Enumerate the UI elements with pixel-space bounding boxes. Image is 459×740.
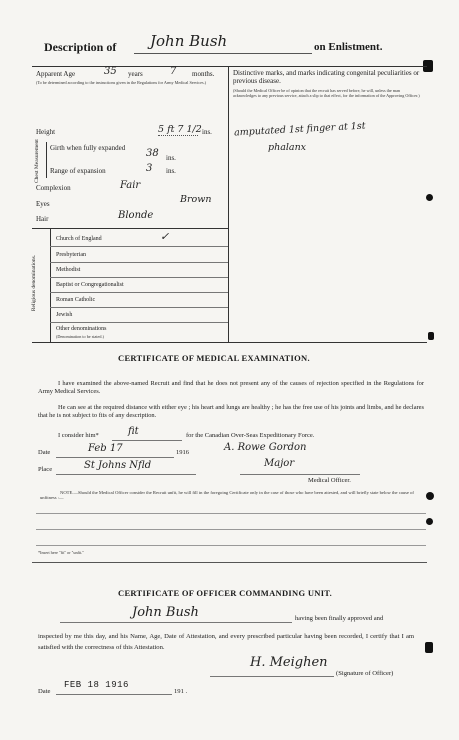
religion-divider (50, 322, 228, 323)
consider-line (112, 440, 182, 441)
girth-value: 38 (146, 148, 159, 159)
religion-divider (50, 262, 228, 263)
commanding-name-value: John Bush (132, 605, 199, 620)
consider-prefix: I consider him* (58, 432, 99, 439)
marks-entry-1: amputated 1st finger at 1st (233, 120, 366, 139)
commanding-date-line (56, 694, 172, 695)
binder-mark-4 (426, 492, 434, 500)
date-line (56, 457, 174, 458)
binder-mark-6 (425, 642, 433, 653)
height-label: Height (36, 128, 56, 136)
religion-item: Methodist (56, 267, 81, 273)
medical-rank: Major (264, 458, 295, 469)
age-footnote: (To be determined according to the instructions given in the Regulations for Army Medical Services.) (36, 80, 207, 85)
religion-other-label: Other denominations (56, 326, 107, 332)
girth-unit: ins. (166, 154, 176, 162)
commanding-year-suffix: 191 . (174, 688, 188, 695)
religion-item: Jewish (56, 312, 73, 318)
medical-officer-line (240, 474, 360, 475)
medical-title: CERTIFICATE OF MEDICAL EXAMINATION. (118, 353, 310, 363)
table-top-border (32, 66, 427, 67)
table-bottom-border (32, 342, 427, 343)
religion-item: Roman Catholic (56, 297, 96, 303)
medical-para-1: I have examined the above-named Recruit and find that he does not present any of the causes of rejection specified in the Regulations for Army Medical Services. (38, 380, 424, 395)
medical-note: NOTE.—Should the Medical Officer consider the Recruit unfit, he will fill in the foregoing Certificate only in the case of those who have been attested, and will briefly state below the cause of unfitness :— (40, 490, 414, 500)
binder-mark-3 (428, 332, 434, 340)
marks-label: Distinctive marks, and marks indicating congenital peculiarities or previous disease. (233, 69, 420, 85)
religion-divider (50, 246, 228, 247)
range-unit: ins. (166, 167, 176, 175)
medical-footnote-star: *Insert here "fit" or "unfit." (38, 550, 85, 555)
place-label: Place (38, 466, 53, 473)
unfitness-line (36, 545, 426, 546)
header-name: John Bush (150, 32, 228, 50)
commanding-date-label: Date (38, 688, 51, 695)
religion-divider (50, 292, 228, 293)
marks-note: (Should the Medical Officer be of opinion that the recruit has served before, he will, unless the man acknowledges to any previous service, attach a slip to that effect, for the information of the Approving Officer.) (233, 88, 420, 98)
religion-item: Church of England (56, 236, 102, 242)
complexion-value: Fair (120, 180, 141, 191)
age-months-label: months. (192, 70, 215, 78)
commanding-signature-line (210, 676, 334, 677)
height-unit: ins. (202, 128, 212, 136)
height-value: 5 ft 7 1/2 (158, 124, 202, 135)
date-value: Feb 17 (88, 443, 123, 454)
commanding-signature: H. Meighen (250, 655, 328, 670)
range-label: Range of expansion (50, 167, 106, 175)
hair-value: Blonde (118, 210, 154, 221)
binder-mark-5 (426, 518, 433, 525)
eyes-value: Brown (180, 194, 212, 205)
religion-item: Baptist or Congregationalist (56, 282, 124, 288)
consider-suffix: for the Canadian Over-Seas Expeditionary Force. (186, 432, 315, 439)
religion-check-mark: ✓ (160, 230, 170, 243)
place-line (56, 474, 196, 475)
place-value: St Johns Nfld (84, 460, 152, 471)
header-suffix: on Enlistment. (314, 41, 383, 53)
binder-mark-2 (426, 194, 433, 201)
age-years-label: years (128, 70, 143, 78)
date-label: Date (38, 449, 51, 456)
section-separator (32, 562, 427, 563)
religion-item: Presbyterian (56, 252, 86, 258)
eyes-label: Eyes (36, 200, 50, 208)
unfitness-line (36, 529, 426, 530)
commanding-line1-suffix: having been finally approved and (295, 615, 384, 622)
medical-signature: A. Rowe Gordon (224, 442, 307, 453)
range-value: 3 (146, 163, 153, 174)
age-label: Apparent Age (36, 70, 76, 78)
commanding-signature-label: (Signature of Officer) (336, 670, 394, 677)
chest-brace (46, 142, 47, 178)
hair-label: Hair (36, 215, 49, 223)
commanding-date-stamp: FEB 18 1916 (64, 680, 129, 690)
religion-side-label: Religious denominations. (31, 254, 37, 312)
consider-value: fit (128, 426, 139, 437)
age-years-value: 35 (104, 66, 117, 77)
chest-side-label: Chest Measurement (34, 139, 40, 183)
religion-divider (50, 307, 228, 308)
marks-entry-2: phalanx (268, 142, 307, 153)
age-months-value: 7 (170, 66, 177, 77)
commanding-para: inspected by me this day, and his Name, Age, Date of Attestation, and every prescribed particular having been recorded, I certify that I am satisfied with the correctness of this Attestation. (38, 633, 414, 651)
date-year: 1916 (176, 449, 189, 456)
header-prefix: Description of (44, 40, 117, 54)
commanding-title: CERTIFICATE OF OFFICER COMMANDING UNIT. (118, 588, 333, 598)
complexion-label: Complexion (36, 184, 71, 192)
unfitness-line (36, 513, 426, 514)
table-divider (228, 66, 229, 342)
medical-officer-label: Medical Officer. (308, 477, 351, 484)
religion-divider (50, 277, 228, 278)
commanding-name-line (60, 622, 292, 623)
religion-other-note: (Denomination to be stated.) (56, 334, 104, 339)
religion-top-border (32, 228, 229, 229)
header-name-line (134, 53, 312, 54)
girth-label: Girth when fully expanded (50, 144, 126, 152)
medical-para-2: He can see at the required distance with either eye ; his heart and lungs are healthy ; he has the free use of his joints and limbs, and he declares that he is not subject to fits of any description. (38, 404, 424, 419)
